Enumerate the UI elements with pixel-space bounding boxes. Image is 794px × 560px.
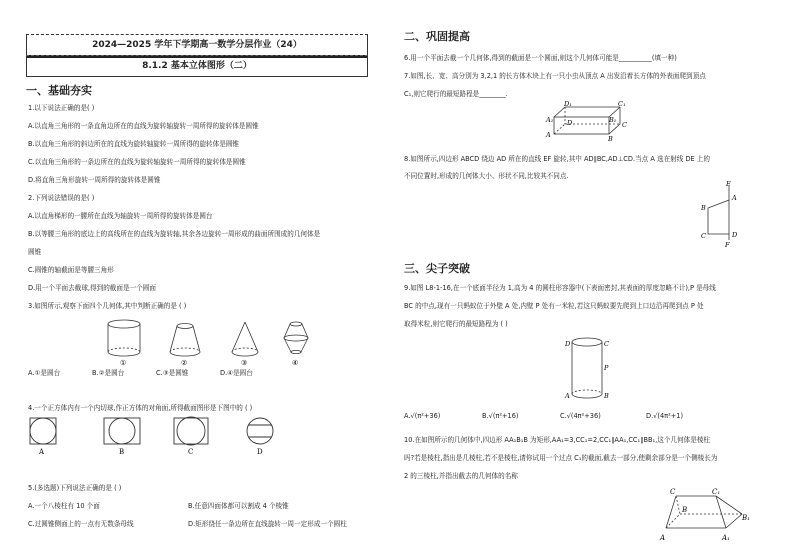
q1-option-c: C.以直角三角形的一条边所在的直线为旋转轴旋转一周所得的旋转体是圆锥 (28, 158, 246, 166)
q4-c-rectangle (174, 418, 208, 444)
q3-option-b: B.②是圆台 (92, 369, 125, 377)
q1-stem: 1.以下说法正确的是( ) (28, 104, 95, 112)
section-3-heading: 三、尖子突破 (404, 262, 470, 275)
q4-a-circle (30, 418, 56, 444)
q3-label-1: ① (120, 359, 127, 367)
q5-option-b: B.任意四面体都可以割成 4 个棱锥 (188, 502, 289, 510)
q7-text-line2: C₁,则它爬行的最短路程是________. (404, 90, 508, 98)
q4-b-circle (109, 418, 135, 444)
cyl-label-d: D (565, 340, 571, 348)
box-label-d1: D₁ (564, 100, 572, 108)
box-label-a: A (546, 131, 551, 139)
q3-option-a: A.①是圆台 (28, 369, 61, 377)
q9-option-a: A.√(π²+36) (404, 412, 441, 420)
cyl-label-c: C (604, 340, 609, 348)
cyl-label-p: P (604, 364, 609, 372)
frustum-figure (170, 324, 200, 357)
q2-option-b: B.以等腰三角形的底边上的高线所在的直线为旋转轴,其余各边旋转一周形成的曲面所围成的几何体是 (28, 230, 321, 238)
q4-c-circle (177, 417, 205, 445)
trap-label-a: A (732, 194, 737, 202)
q8-text-line2: 不同位置时,形成的几何体大小、形状不同,比较其不同点. (404, 172, 569, 180)
q9-text-line1: 9.如图 L8-1-16,在一个底面半径为 1,高为 4 的圆柱形容器中(下表面密封,其表面的厚度忽略不计),P 是母线 (404, 284, 716, 292)
cylinder-figure (108, 320, 140, 356)
q5-option-c: C.过圆锥侧面上的一点有无数条母线 (28, 520, 134, 528)
trap-label-c: C (701, 232, 706, 240)
q9-option-c: C.√(4π²+36) (560, 412, 601, 420)
q3-option-c: C.③是圆锥 (156, 369, 189, 377)
q4-label-c: C (188, 448, 194, 456)
q10-text-line3: 2 的三棱柱,并指出截去的几何体的名称 (404, 472, 518, 480)
q9-cylinder-figure (560, 332, 620, 408)
q4-label-a: A (39, 448, 45, 456)
prism-label-a1: A₁ (722, 534, 730, 542)
box-label-a1: A₁ (546, 116, 554, 124)
q2-option-a: A.以直角梯形的一腰所在直线为轴旋转一周所得的旋转体是圆台 (28, 212, 213, 220)
q9-text-line2: BC 的中点,现有一只蚂蚁位于外壁 A 处,内壁 P 处有一米粒,若这只蚂蚁要先爬到上口边沿再爬到点 P 处 (404, 302, 704, 310)
q2-option-d: D.用一个平面去截球,得到的截面是一个圆面 (28, 284, 156, 292)
q4-stem: 4.一个正方体内有一个内切球,作正方体的对角面,所得截面图形是下图中的 ( ) (28, 404, 253, 412)
double-frustum-figure (284, 322, 308, 354)
q4-label-d: D (257, 448, 263, 456)
prism-label-c: C (670, 488, 676, 496)
cuboid-figure (540, 100, 630, 142)
box-label-b1: B₁ (609, 116, 617, 124)
trap-label-b: B (701, 204, 706, 212)
prism-label-a: A (660, 534, 666, 542)
q9-text-line3: 取得米粒,则它爬行的最短路程为 ( ) (404, 320, 508, 328)
box-label-d: D (567, 119, 573, 127)
q4-label-b: B (119, 448, 125, 456)
q2-option-b-cont: 圆锥 (28, 248, 42, 256)
q6-text: 6.用一个平面去截一个几何体,得到的截面是一个圆面,则这个几何体可能是__________(填一种) (404, 54, 677, 62)
q1-option-b: B.以直角三角形的斜边所在的直线为旋转轴旋转一周所得的旋转体是圆锥 (28, 140, 240, 148)
q3-label-3: ③ (241, 359, 248, 367)
q2-option-c: C.圆锥的轴截面是等腰三角形 (28, 266, 114, 274)
trap-label-f: F (725, 241, 730, 248)
q3-label-4: ④ (292, 359, 299, 367)
q1-option-d: D.将直角三角形旋转一周所得的旋转体是圆锥 (28, 176, 161, 184)
q3-label-2: ② (181, 359, 188, 367)
box-label-c: C (622, 121, 627, 129)
cone-figure (232, 322, 258, 356)
q7-text-line1: 7.如图,长、宽、高分别为 3,2,1 的长方体木块上有一只小虫从顶点 A 出发沿着长方体的外表面爬到顶点 (404, 72, 706, 80)
q9-option-b: B.√(π²+16) (482, 412, 519, 420)
prism-label-b1: B₁ (742, 514, 750, 522)
q4-figures (28, 416, 288, 456)
worksheet-title: 2024—2025 学年下学期高一数学分层作业（24） (26, 34, 368, 58)
section-2-heading: 二、巩固提高 (404, 30, 470, 43)
box-label-c1: C₁ (618, 100, 626, 108)
box-label-b: B (608, 135, 613, 142)
q10-text-line1: 10.在如图所示的几何体中,四边形 AA₁B₁B 为矩形,AA₁=3,CC₁=2,CC₁∥AA₁,CC₁∥BB₁,这个几何体是棱柱 (404, 436, 711, 444)
q2-stem: 2.下列说法错误的是( ) (28, 194, 95, 202)
prism-label-c1: C₁ (712, 488, 721, 496)
trap-label-d: D (732, 231, 738, 239)
q10-text-line2: 吗?若是棱柱,指出是几棱柱,若不是棱柱,请你试用一个过点 C₁的截面,截去一部分,使剩余部分是一个侧棱长为 (404, 454, 718, 462)
q5-option-a: A.一个八棱柱有 10 个面 (28, 502, 100, 510)
worksheet-subtitle: 8.1.2 基本立体图形（二） (26, 55, 368, 77)
cyl-label-b: B (604, 392, 609, 400)
q4-d-circle (247, 418, 273, 444)
prism-label-b: B (682, 506, 688, 514)
cyl-label-a: A (565, 392, 570, 400)
q3-option-d: D.④是圆台 (220, 369, 253, 377)
q3-solids-figure (100, 316, 330, 368)
section-1-heading: 一、基础夯实 (26, 84, 92, 97)
q1-option-a: A.以直角三角形的一条直角边所在的直线为旋转轴旋转一周所得的旋转体是圆锥 (28, 122, 259, 130)
q3-stem: 3.如图所示,观察下面四个几何体,其中判断正确的是 ( ) (28, 302, 187, 310)
q5-stem: 5.(多选题)下列说法正确的是 ( ) (28, 484, 122, 492)
q5-option-d: D.矩形绕任一条边所在直线旋转一周一定形成一个圆柱 (188, 520, 347, 528)
rotation-trapezoid-figure (696, 178, 746, 248)
q8-text-line1: 8.如图所示,四边形 ABCD 绕边 AD 所在的直线 EF 旋转,其中 AD∥BC,AD⊥CD.当点 A 选在射线 DE 上的 (404, 155, 710, 163)
q10-prism-figure (654, 486, 758, 544)
trap-label-e: E (726, 180, 731, 188)
q9-option-d: D.√(4π²+1) (646, 412, 684, 420)
